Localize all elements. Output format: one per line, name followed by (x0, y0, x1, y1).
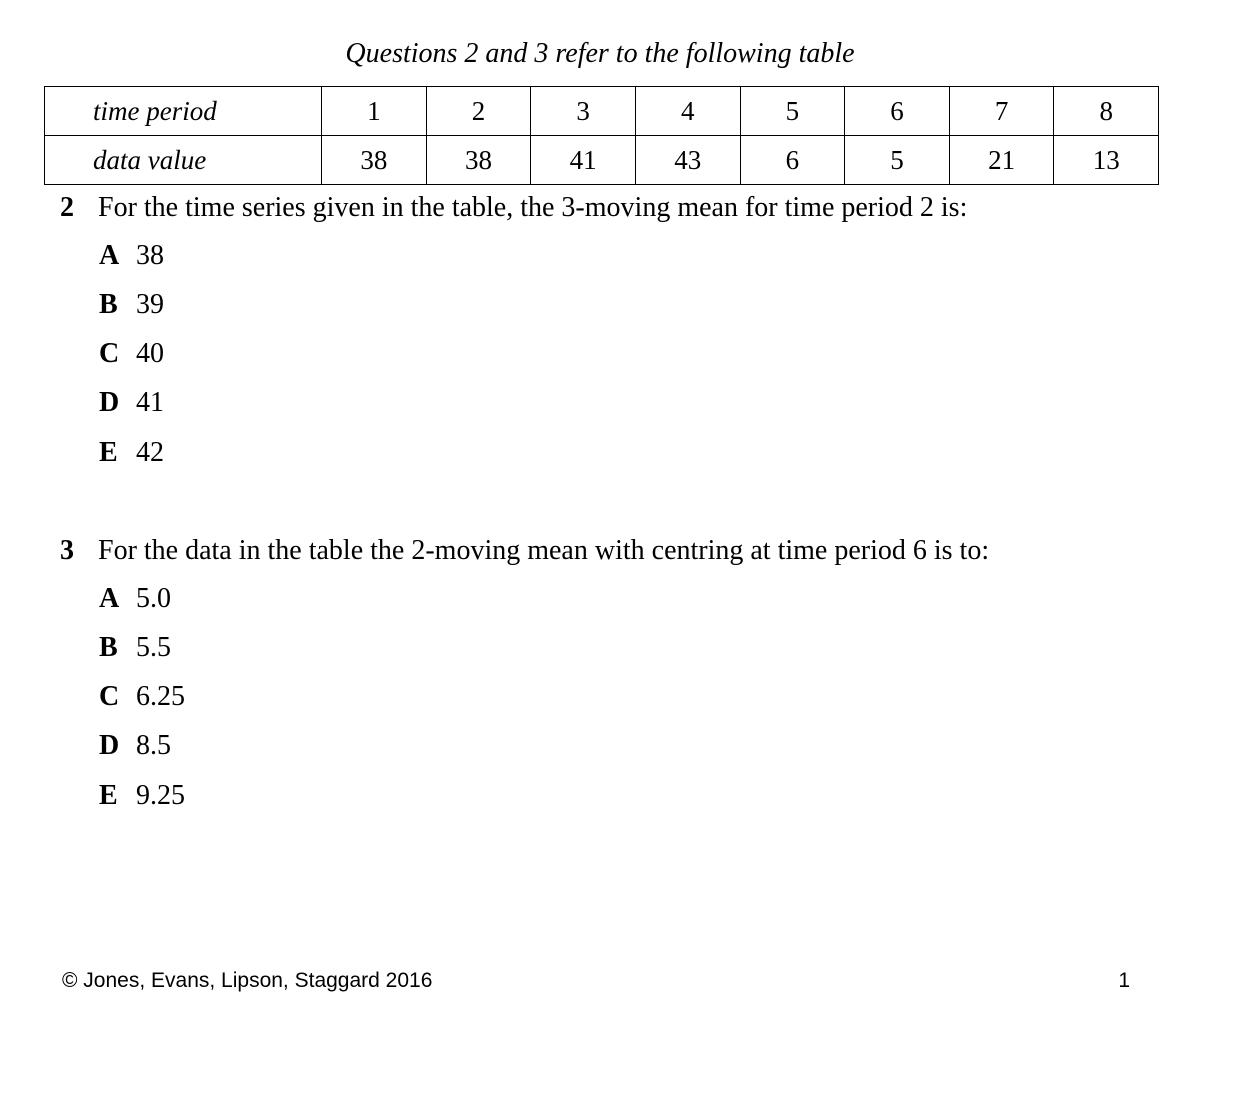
option-value: 42 (136, 437, 164, 468)
row-label: time period (45, 87, 322, 136)
table-cell: 8 (1054, 87, 1159, 136)
q2-option-e (99, 435, 164, 471)
table-cell: 21 (949, 136, 1054, 185)
table-cell: 1 (322, 87, 427, 136)
q2-option-c (99, 336, 164, 372)
copyright-notice: © Jones, Evans, Lipson, Staggard 2016 (62, 969, 433, 992)
q3-option-b (99, 630, 171, 666)
option-letter: C (99, 681, 120, 712)
option-value: 39 (136, 289, 164, 320)
table-cell: 2 (426, 87, 531, 136)
page-number: 1 (1118, 969, 1130, 992)
q3-option-a (99, 581, 171, 617)
row-label: data value (45, 136, 322, 185)
question-2 (60, 188, 967, 228)
q2-option-a (99, 238, 164, 274)
question-number: 2 (60, 192, 74, 223)
option-value: 6.25 (136, 681, 185, 712)
question-text: For the data in the table the 2-moving mean with centring at time period 6 is to: (98, 535, 990, 566)
table-cell: 6 (740, 136, 845, 185)
table-row-time-period (45, 87, 1159, 136)
q2-option-b (99, 287, 164, 323)
table-cell: 7 (949, 87, 1054, 136)
option-value: 40 (136, 338, 164, 369)
table-intro-heading: Questions 2 and 3 refer to the following table (345, 38, 855, 69)
option-value: 5.0 (136, 583, 171, 614)
table-cell: 13 (1054, 136, 1159, 185)
option-letter: D (99, 387, 120, 418)
table-cell: 38 (322, 136, 427, 185)
option-value: 41 (136, 387, 164, 418)
option-letter: E (99, 780, 118, 811)
question-text: For the time series given in the table, the 3-moving mean for time period 2 is: (98, 192, 968, 223)
q3-option-d (99, 728, 171, 764)
option-letter: E (99, 437, 118, 468)
q3-option-e (99, 778, 185, 814)
table-cell: 41 (531, 136, 636, 185)
option-value: 9.25 (136, 780, 185, 811)
option-letter: B (99, 289, 118, 320)
table-cell: 43 (635, 136, 740, 185)
table-cell: 5 (740, 87, 845, 136)
table-cell: 3 (531, 87, 636, 136)
option-value: 5.5 (136, 632, 171, 663)
table-row-data-value (45, 136, 1159, 185)
q2-option-d (99, 385, 164, 421)
option-letter: A (99, 240, 120, 271)
table-cell: 4 (635, 87, 740, 136)
option-value: 8.5 (136, 730, 171, 761)
option-letter: B (99, 632, 118, 663)
table-cell: 38 (426, 136, 531, 185)
q3-option-c (99, 679, 185, 715)
question-3 (60, 531, 989, 571)
time-series-table (44, 86, 1159, 185)
option-letter: D (99, 730, 120, 761)
table-cell: 5 (845, 136, 950, 185)
table-cell: 6 (845, 87, 950, 136)
option-letter: A (99, 583, 120, 614)
option-value: 38 (136, 240, 164, 271)
option-letter: C (99, 338, 120, 369)
question-number: 3 (60, 535, 74, 566)
